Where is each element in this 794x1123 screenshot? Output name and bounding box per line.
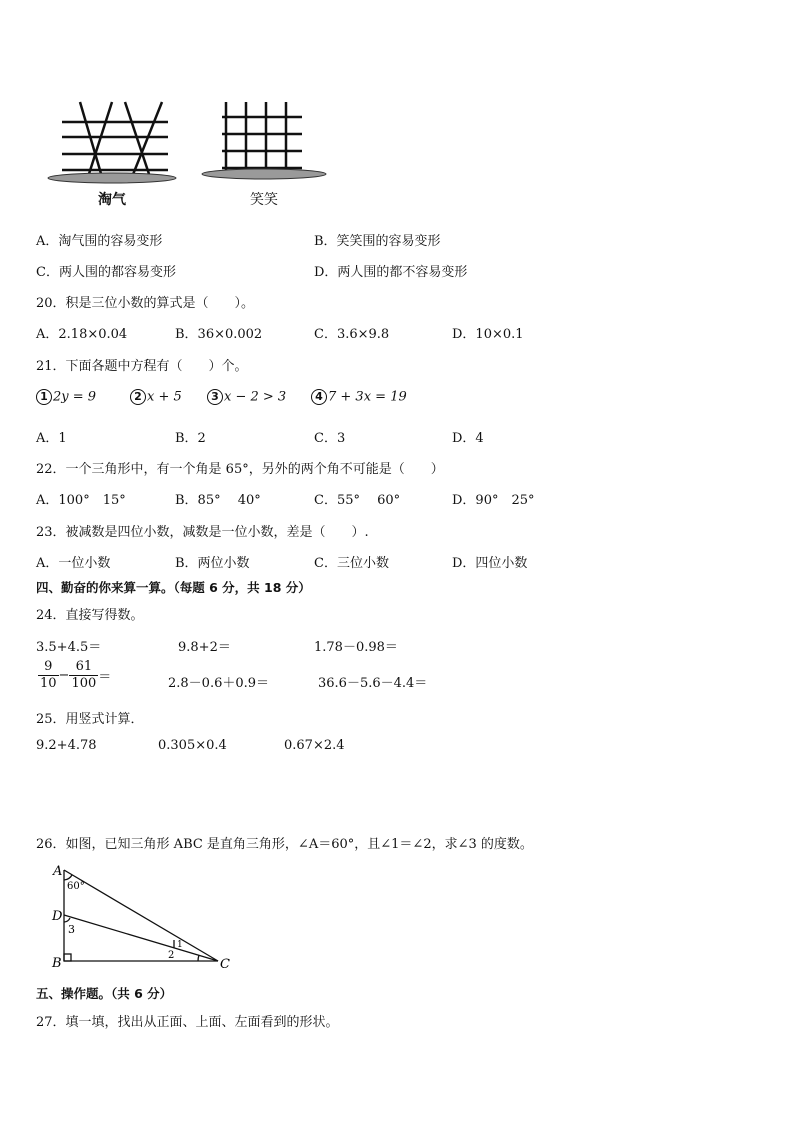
q24-item-1: 3.5+4.5＝ [36, 640, 102, 655]
circle-number-2: 2 [130, 389, 146, 405]
angle-label-3: 3 [68, 923, 75, 936]
q23-option-b[interactable]: B．两位小数 [175, 556, 250, 571]
xiaoxiao-ground [202, 169, 326, 179]
q24-item-6: 36.6－5.6－4.4＝ [318, 676, 428, 691]
section5-title: 五、操作题。（共 6 分） [36, 986, 173, 1001]
fraction-9-10: $\frac{9}{10}$ [40, 659, 57, 691]
q23-stem: 23．被减数是四位小数，减数是一位小数，差是（ ）. [36, 525, 369, 540]
q19-option-a[interactable]: A．淘气围的容易变形 [36, 234, 163, 249]
q24-item-3: 1.78－0.98＝ [314, 640, 398, 655]
xiaoxiao-fence [222, 102, 302, 174]
angle-label-1: 1 [177, 940, 183, 950]
q21-item-2 [130, 389, 182, 405]
vertex-label-a: A [53, 864, 63, 879]
q21-item-1 [36, 389, 96, 405]
circle-number-3: 3 [207, 389, 223, 405]
q25-item-1: 9.2+4.78 [36, 738, 97, 753]
taoqi-fence [62, 102, 168, 177]
q21-expr-4: 7 + 3x = 19 [328, 389, 407, 405]
q19-option-b[interactable]: B．笑笑围的容易变形 [314, 234, 441, 249]
circle-number-4: 4 [311, 389, 327, 405]
q22-option-b[interactable]: B．85° 40° [175, 493, 261, 508]
q20-option-b[interactable]: B．36×0.002 [175, 327, 263, 342]
triangle-figure [50, 860, 240, 975]
q25-item-3: 0.67×2.4 [284, 738, 345, 753]
q20-option-c[interactable]: C．3.6×9.8 [314, 327, 390, 342]
q24-item-5: 2.8－0.6＋0.9＝ [168, 676, 270, 691]
q22-option-c[interactable]: C．55° 60° [314, 493, 401, 508]
fence-label-xiaoxiao: 笑笑 [250, 192, 278, 208]
q27-stem: 27．填一填，找出从正面、上面、左面看到的形状。 [36, 1015, 339, 1030]
q21-expr-1: 2y = 9 [53, 389, 97, 405]
q25-stem: 25．用竖式计算． [36, 712, 144, 727]
vertex-label-c: C [220, 957, 230, 972]
q22-stem: 22．一个三角形中，有一个角是 65°，另外的两个角不可能是（ ） [36, 462, 444, 477]
section4-title: 四、勤奋的你来算一算。（每题 6 分，共 18 分） [36, 580, 311, 595]
q21-expr-2: x + 5 [147, 389, 182, 405]
q20-option-d[interactable]: D．10×0.1 [452, 327, 524, 342]
q23-option-d[interactable]: D．四位小数 [452, 556, 528, 571]
angle-label-60: 60° [67, 881, 85, 892]
q21-item-3 [207, 389, 286, 405]
q21-option-d[interactable]: D．4 [452, 431, 484, 446]
q26-stem: 26．如图，已知三角形 ABC 是直角三角形，∠A＝60°，且∠1＝∠2，求∠3 的度数。 [36, 837, 533, 852]
vertex-label-d: D [52, 909, 63, 924]
q23-option-a[interactable]: A．一位小数 [36, 556, 111, 571]
fence-label-taoqi: 淘气 [98, 192, 126, 208]
q21-expr-3: x − 2 > 3 [224, 389, 287, 405]
q24-stem: 24．直接写得数。 [36, 608, 144, 623]
q22-option-a[interactable]: A．100° 15° [36, 493, 126, 508]
q21-option-b[interactable]: B．2 [175, 431, 206, 446]
q22-option-d[interactable]: D．90° 25° [452, 493, 535, 508]
vertex-label-b: B [52, 956, 62, 971]
q21-stem: 21．下面各题中方程有（ ）个。 [36, 359, 248, 374]
q21-option-c[interactable]: C．3 [314, 431, 346, 446]
q19-option-d[interactable]: D．两人围的都不容易变形 [314, 265, 468, 280]
circle-number-1: 1 [36, 389, 52, 405]
q20-stem: 20．积是三位小数的算式是（ ）。 [36, 296, 255, 311]
q21-item-4 [311, 389, 407, 405]
fence-figure [40, 92, 340, 212]
q20-option-a[interactable]: A．2.18×0.04 [36, 327, 128, 342]
q24-item-2: 9.8+2＝ [178, 640, 231, 655]
q19-option-c[interactable]: C．两人围的都容易变形 [36, 265, 176, 280]
q24-fraction-expr: $\frac{9}{10}$ − $\frac{61}{100}$ ＝ [40, 659, 112, 691]
fraction-61-100: $\frac{61}{100}$ [71, 659, 97, 691]
q23-option-c[interactable]: C．三位小数 [314, 556, 389, 571]
angle-label-2: 2 [168, 950, 175, 961]
q21-option-a[interactable]: A．1 [36, 431, 67, 446]
q25-item-2: 0.305×0.4 [158, 738, 227, 753]
taoqi-ground [48, 173, 176, 183]
